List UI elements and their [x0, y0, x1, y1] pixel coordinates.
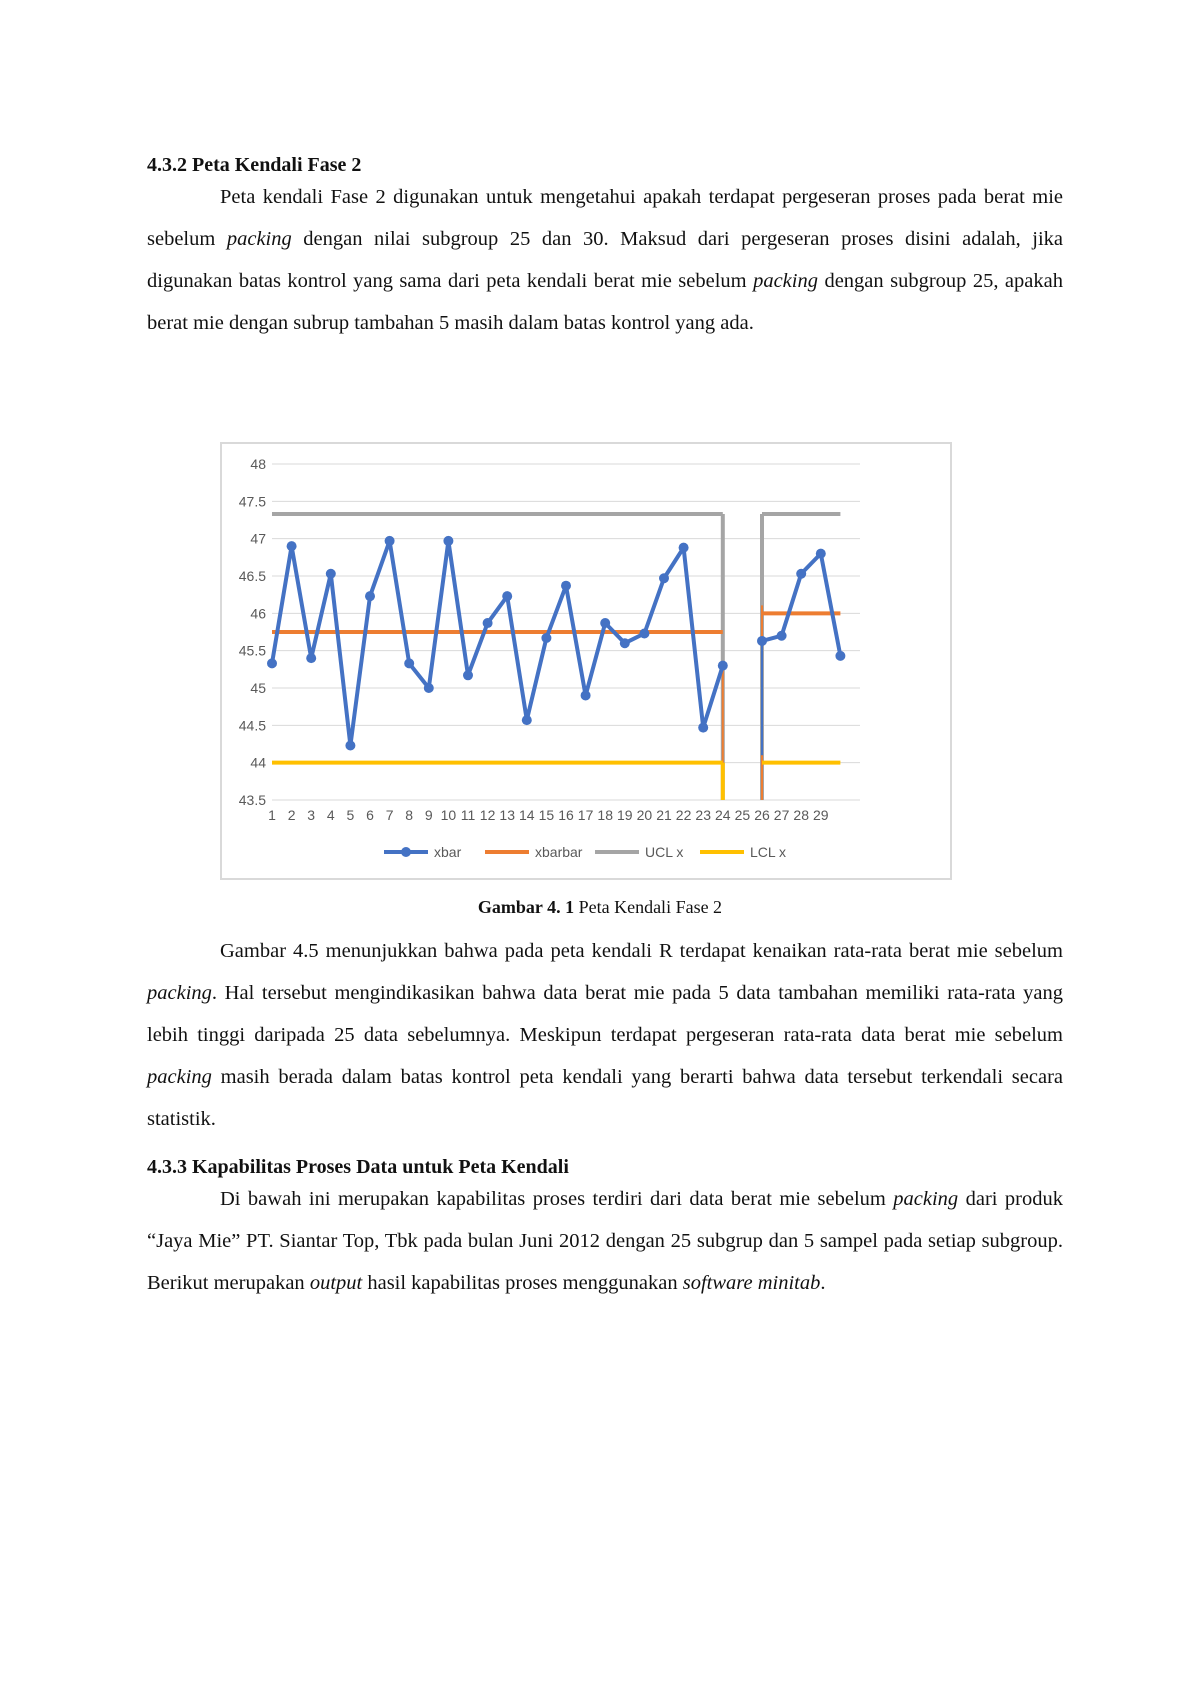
xbar-data-point — [385, 536, 395, 546]
x-tick-label: 25 — [734, 807, 751, 823]
legend-label: UCL x — [645, 844, 684, 860]
figure-caption-label: Gambar 4. 1 — [477, 897, 575, 917]
italic-term: packing — [147, 982, 212, 1004]
x-tick-label: 18 — [597, 807, 613, 823]
x-tick-label: 11 — [460, 807, 476, 823]
control-chart-svg — [222, 444, 950, 878]
xbar-series-line — [272, 541, 723, 746]
italic-term: packing — [753, 270, 818, 292]
italic-term: output — [309, 1272, 363, 1294]
xbar-data-point — [306, 653, 316, 663]
x-tick-label: 15 — [538, 807, 555, 823]
x-tick-label: 26 — [754, 807, 770, 823]
paragraph-4-3-2-intro — [147, 176, 1063, 344]
italic-term: software minitab — [682, 1272, 821, 1294]
x-tick-label: 9 — [424, 807, 433, 823]
x-tick-label: 5 — [346, 807, 355, 823]
xbar-data-point — [424, 683, 434, 693]
text-run: Gambar 4.5 menunjukkan bahwa pada peta kendali R terdapat kenaikan rata-rata berat mie sebelum — [220, 940, 1063, 962]
legend-label: xbar — [434, 844, 462, 860]
section-heading-4-3-2: 4.3.2 Peta Kendali Fase 2 — [147, 154, 362, 176]
xbar-data-point — [639, 628, 649, 638]
xbar-data-point — [502, 591, 512, 601]
xbar-data-point — [267, 658, 277, 668]
text-run: dari produk “Jaya Mie” PT. Siantar Top, Tbk pada bulan Juni 2012 dengan 25 subgrup dan 5 sampel pada setiap subgroup. Berikut merupakan — [147, 1188, 1064, 1294]
y-tick-label: 47 — [250, 530, 266, 547]
y-tick-label: 45.5 — [238, 642, 266, 659]
text-run: dengan nilai subgroup 25 dan 30. Maksud dari pergeseran proses disini adalah, jika digunakan batas kontrol yang sama dari peta kendali berat mie sebelum — [147, 228, 1063, 292]
x-tick-label: 10 — [440, 807, 457, 823]
x-tick-label: 13 — [499, 807, 515, 823]
xbar-data-point — [698, 723, 708, 733]
xbar-data-point — [659, 573, 669, 583]
xbar-data-point — [287, 541, 297, 551]
x-tick-label: 20 — [636, 807, 653, 823]
x-tick-label: 2 — [287, 807, 296, 823]
y-tick-label: 44 — [250, 754, 266, 771]
xbar-data-point — [718, 661, 728, 671]
xbar-data-point — [581, 690, 591, 700]
y-tick-label: 45 — [250, 680, 266, 696]
control-chart-figure — [220, 442, 952, 880]
text-run: . — [820, 1272, 826, 1294]
italic-term: packing — [226, 228, 292, 250]
legend-label: LCL x — [750, 844, 787, 860]
italic-term: packing — [147, 1066, 212, 1088]
xbar-data-point — [600, 618, 610, 628]
text-run: Di bawah ini merupakan kapabilitas proses terdiri dari data berat mie sebelum — [220, 1188, 894, 1210]
x-tick-label: 16 — [558, 807, 574, 823]
xbar-data-point — [796, 569, 806, 579]
xbar-data-point — [463, 670, 473, 680]
text-run: masih berada dalam batas kontrol peta kendali yang berarti bahwa data tersebut terkendali secara statistik. — [147, 1066, 1063, 1130]
xbar-data-point — [541, 633, 551, 643]
x-tick-label: 23 — [695, 807, 711, 823]
text-run: . Hal tersebut mengindikasikan bahwa data berat mie pada 5 data tambahan memiliki rata-rata yang lebih tinggi daripada 25 data sebelumnya. Meskipun terdapat pergeseran rata-rata data berat mie sebelum — [147, 982, 1063, 1046]
x-tick-label: 14 — [519, 807, 535, 823]
x-tick-label: 21 — [656, 807, 672, 823]
xbar-data-point — [483, 618, 493, 628]
y-tick-label: 46.5 — [238, 568, 266, 584]
section-heading-4-3-3: 4.3.3 Kapabilitas Proses Data untuk Peta Kendali — [147, 1156, 569, 1178]
figure-caption — [0, 895, 1200, 919]
xbar-data-point — [443, 536, 453, 546]
x-tick-label: 24 — [715, 807, 731, 823]
y-tick-label: 48 — [250, 456, 266, 472]
xbar-data-point — [326, 569, 336, 579]
x-tick-label: 19 — [617, 807, 633, 823]
xbar-data-point — [561, 581, 571, 591]
x-tick-label: 22 — [675, 807, 692, 823]
figure-caption-text: Peta Kendali Fase 2 — [574, 897, 723, 917]
xbar-data-point — [404, 658, 414, 668]
xbar-data-point — [816, 549, 826, 559]
x-tick-label: 29 — [813, 807, 829, 823]
paragraph-4-3-3-intro — [147, 1178, 1063, 1304]
x-tick-label: 12 — [479, 807, 496, 823]
x-tick-label: 1 — [268, 807, 276, 823]
xbar-data-point — [345, 740, 355, 750]
x-tick-label: 8 — [405, 807, 414, 823]
paragraph-figure-discussion — [147, 930, 1063, 1140]
x-tick-label: 28 — [793, 807, 809, 823]
legend-label: xbarbar — [535, 844, 583, 860]
x-tick-label: 27 — [773, 807, 790, 823]
x-tick-label: 17 — [577, 807, 594, 823]
x-tick-label: 7 — [385, 807, 394, 823]
x-tick-label: 3 — [307, 807, 316, 823]
x-tick-label: 6 — [366, 807, 374, 823]
xbar-data-point — [620, 638, 630, 648]
y-tick-label: 43.5 — [238, 792, 266, 808]
xbar-data-point — [365, 591, 375, 601]
x-tick-label: 4 — [326, 807, 335, 823]
y-tick-label: 47.5 — [238, 493, 266, 510]
legend-marker — [401, 847, 411, 857]
xbar-data-point — [777, 631, 787, 641]
xbar-data-point — [522, 715, 532, 725]
italic-term: packing — [893, 1188, 959, 1210]
xbar-data-point — [679, 543, 689, 553]
text-run: hasil kapabilitas proses menggunakan — [362, 1272, 683, 1294]
y-tick-label: 46 — [250, 605, 266, 622]
text-run: dengan subgroup 25, apakah berat mie dengan subrup tambahan 5 masih dalam batas kontrol yang ada. — [147, 270, 1063, 334]
y-tick-label: 44.5 — [238, 717, 266, 734]
text-run: Peta kendali Fase 2 digunakan untuk mengetahui apakah terdapat pergeseran proses pada berat mie sebelum — [147, 186, 1063, 250]
xbar-data-point — [835, 651, 845, 661]
